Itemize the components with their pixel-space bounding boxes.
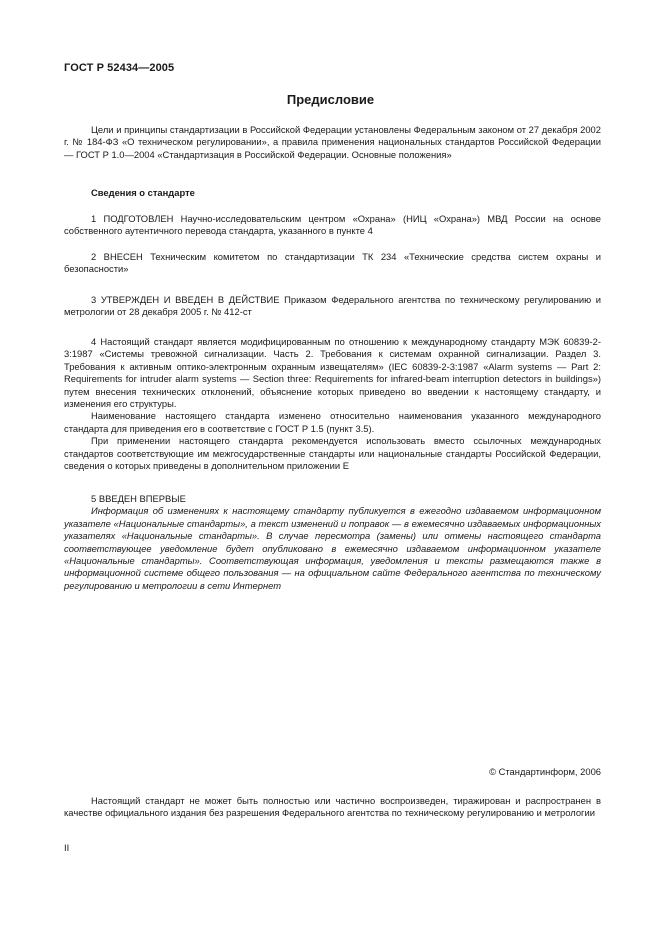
item1-block — [64, 213, 601, 238]
item-2-paragraph: 2 ВНЕСЕН Техническим комитетом по стандартизации ТК 234 «Технические средства систем охраны и безопасности» — [64, 251, 601, 275]
item3-block — [64, 294, 601, 319]
item-4-paragraph: 4 Настоящий стандарт является модифицированным по отношению к международному стандарту МЭК 60839-2-3:1987 «Системы тревожной сигнализации. Часть 2. Требования к системам охранной сигнализации. Раздел 3. Требования к активным оптико-электронным охранным извещателям» (IEC 60839-2-3:1987 «Alarm systems — Part 2: Requirements for intruder alarm systems — Section three: Requirements for infrared-beam interruption detectors in buildings») путем внесения технических отклонений, объяснение которых приведено во введении к настоящему стандарту, и изменения его структуры. — [64, 336, 601, 410]
intro-paragraph: Цели и принципы стандартизации в Российской Федерации установлены Федеральным законом от 27 декабря 2002 г. № 184-ФЗ «О техническом регулировании», а правила применения национальных стандартов Российской Федерации — ГОСТ Р 1.0—2004 «Стандартизация в Российской Федерации. Основные положения» — [64, 124, 601, 160]
info-heading: Сведения о стандарте — [91, 187, 195, 198]
item-3-paragraph: 3 УТВЕРЖДЕН И ВВЕДЕН В ДЕЙСТВИЕ Приказом Федерального агентства по техническому регулированию и метрологии от 28 декабря 2005 г. № 412-ст — [64, 294, 601, 318]
page-title: Предисловие — [286, 92, 375, 107]
page-number: II — [64, 842, 70, 853]
item2-block — [64, 251, 601, 276]
standard-code-header: ГОСТ Р 52434—2005 — [64, 62, 175, 74]
item5-block — [64, 493, 601, 592]
info-heading-block — [64, 187, 601, 199]
item-5-note: Информация об изменениях к настоящему стандарту публикуется в ежегодно издаваемом информационном указателе «Национальные стандарты», а текст изменений и поправок — в ежемесячно издаваемых информационных указателях «Национальные стандарты». В случае пересмотра (замены) или отмены настоящего стандарта соответствующее уведомление будет опубликовано в ежемесячно издаваемом информационном указателе «Национальные стандарты». Соответствующая информация, уведомления и тексты размещаются также в информационной системе общего пользования — на официальном сайте Федерального агентства по техническому регулированию и метрологии в сети Интернет — [64, 505, 601, 591]
item-5-paragraph: 5 ВВЕДЕН ВПЕРВЫЕ — [91, 493, 186, 504]
intro-block — [64, 124, 601, 161]
copyright-line: © Стандартинформ, 2006 — [489, 766, 601, 777]
item-4-name-note: Наименование настоящего стандарта изменено относительно наименования указанного международного стандарта для приведения его в соответствие с ГОСТ Р 1.5 (пункт 3.5). — [64, 410, 601, 434]
reproduction-notice: Настоящий стандарт не может быть полностью или частично воспроизведен, тиражирован и распространен в качестве официального издания без разрешения Федерального агентства по техническому регулированию и метрологии — [64, 795, 601, 819]
item-1-paragraph: 1 ПОДГОТОВЛЕН Научно-исследовательским центром «Охрана» (НИЦ «Охрана») МВД России на основе собственного аутентичного перевода стандарта, указанного в пункте 4 — [64, 213, 601, 237]
reproduction-block — [64, 795, 601, 820]
item4-block — [64, 336, 601, 472]
item-4-references-note: При применении настоящего стандарта рекомендуется использовать вместо ссылочных международных стандартов соответствующие им межгосударственные стандарты или национальные стандарты Российской Федерации, сведения о которых приведены в дополнительном приложении Е — [64, 435, 601, 472]
